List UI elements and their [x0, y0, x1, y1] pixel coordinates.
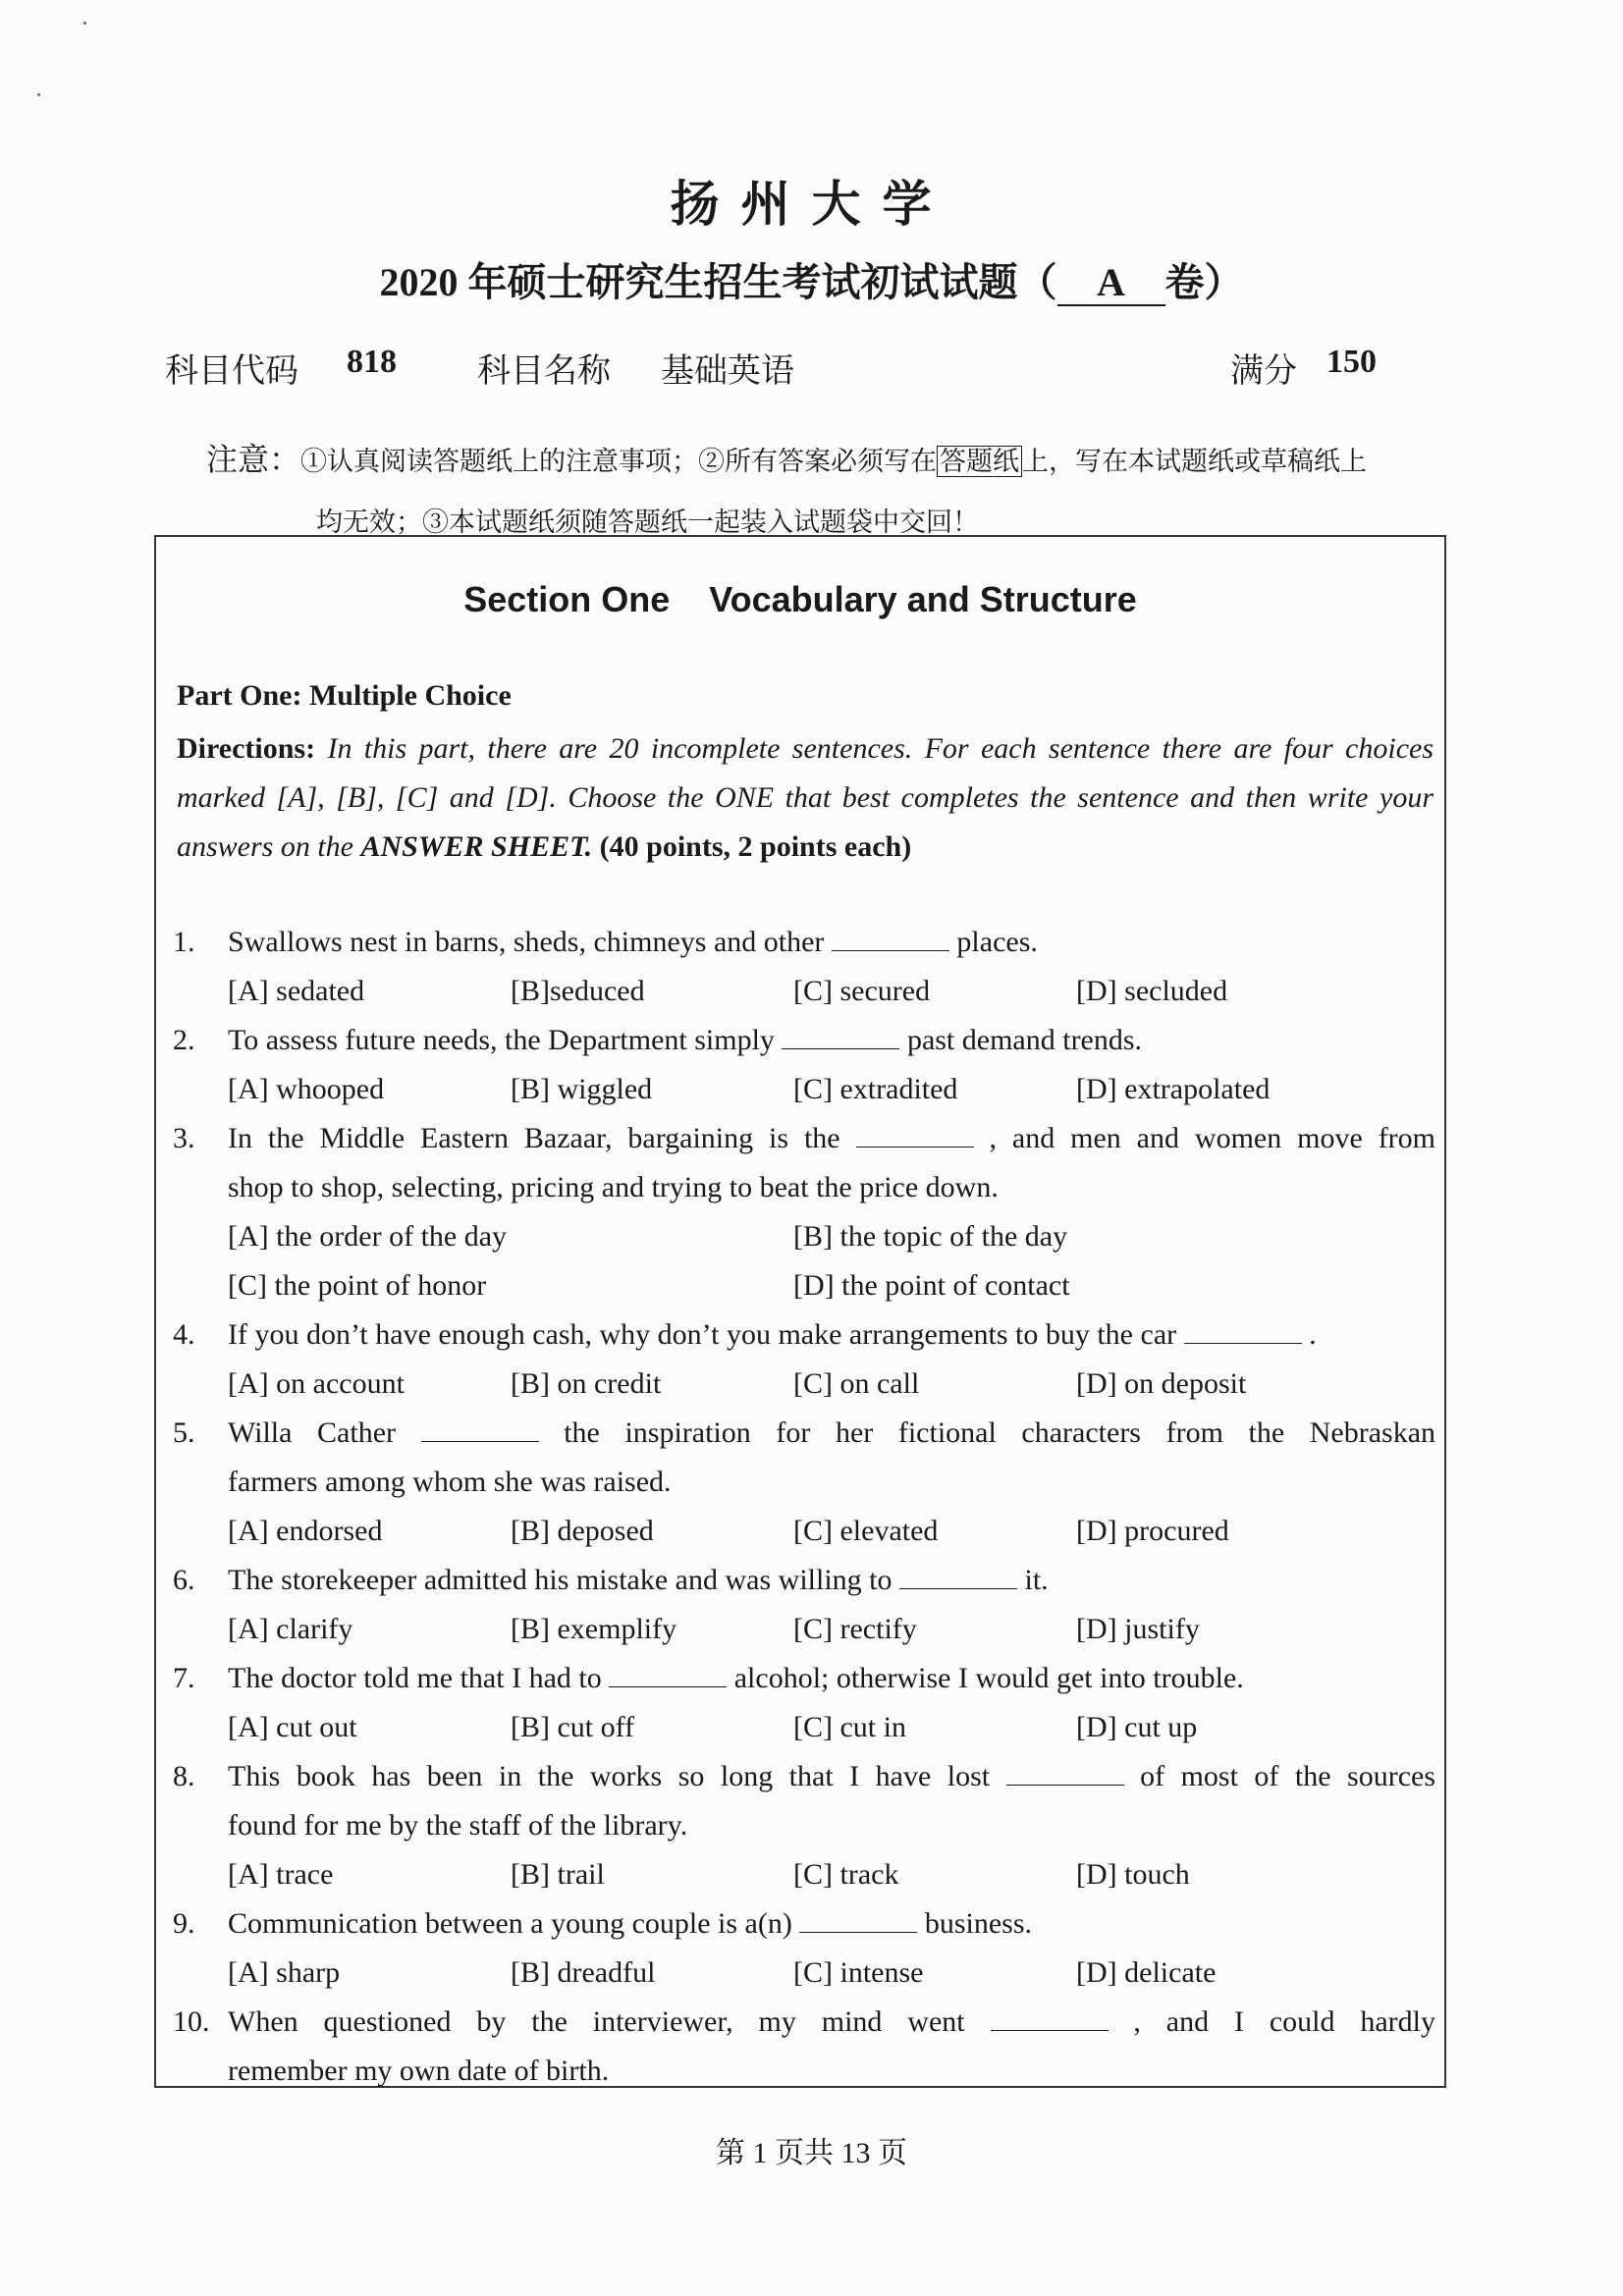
answer-option: [B] the topic of the day — [793, 1220, 1068, 1253]
notice-line-1: 注意：①认真阅读答题纸上的注意事项；②所有答案必须写在 答题纸 上，写在本试题纸或草稿纸上 — [206, 442, 1368, 477]
question-text-part: remember my own date of birth. — [228, 2055, 610, 2087]
question-number: 8. — [173, 1760, 195, 1792]
options-row — [173, 1360, 1435, 1409]
question-text-part: , and I could hardly — [1133, 2005, 1436, 2038]
question-line — [173, 918, 1435, 967]
question-number: 7. — [173, 1662, 195, 1694]
answer-option: [D] touch — [1076, 1858, 1190, 1891]
question-text-part: places. — [956, 926, 1038, 958]
answer-option: [C] the point of honor — [228, 1269, 487, 1302]
answer-option: [C] cut in — [793, 1711, 906, 1743]
question-number: 1. — [173, 926, 195, 958]
question-line — [173, 1310, 1435, 1360]
question-text-part: of most of the sources — [1140, 1760, 1436, 1792]
answer-blank — [421, 1412, 539, 1442]
question-number: 2. — [173, 1024, 195, 1056]
question-text-part: The storekeeper admitted his mistake and was willing to — [228, 1564, 893, 1596]
page-number: 第 1 页共 13 页 — [716, 2137, 907, 2169]
answer-option: [C] on call — [793, 1367, 920, 1400]
answer-blank — [832, 921, 949, 951]
question-text-part: The doctor told me that I had to — [228, 1662, 602, 1694]
question-number: 6. — [173, 1564, 195, 1596]
answer-option: [A] the order of the day — [228, 1220, 508, 1253]
question-text — [228, 1458, 1435, 1507]
options-row — [173, 1261, 1435, 1310]
answer-option: [C] track — [793, 1858, 899, 1891]
answer-option: [D] the point of contact — [793, 1269, 1070, 1302]
question-line — [173, 1899, 1435, 1949]
exam-title-suffix: 卷） — [1164, 260, 1244, 304]
question-text — [228, 2047, 1435, 2096]
question-text-part: Swallows nest in barns, sheds, chimneys and other — [228, 926, 825, 958]
directions — [177, 724, 1434, 872]
question-line — [173, 1163, 1435, 1212]
question-text-part: it. — [1024, 1564, 1049, 1596]
answer-option: [A] whooped — [228, 1073, 385, 1105]
answer-blank — [799, 1902, 917, 1933]
answer-option: [C] extradited — [793, 1073, 958, 1105]
answer-option: [C] intense — [793, 1956, 924, 1989]
answer-blank — [991, 2001, 1109, 2031]
question-text — [228, 1114, 1435, 1163]
question-text-part: To assess future needs, the Department simply — [228, 1024, 775, 1056]
question-text-part: past demand trends. — [906, 1024, 1143, 1056]
question-text-part: , and men and women move from — [989, 1122, 1436, 1154]
subject-name: 基础英语 — [661, 353, 794, 390]
answer-option: [D] justify — [1076, 1613, 1200, 1645]
answer-option: [D] extrapolated — [1076, 1073, 1271, 1105]
question-text-part: shop to shop, selecting, pricing and trying to beat the price down. — [228, 1171, 999, 1203]
answer-option: [B] dreadful — [511, 1956, 656, 1989]
answer-option: [B] cut off — [511, 1711, 635, 1743]
answer-option: [A] clarify — [228, 1613, 353, 1645]
answer-blank — [856, 1117, 974, 1148]
question-line — [173, 1409, 1435, 1458]
question-number: 5. — [173, 1416, 195, 1449]
directions-text: In this part, there are 20 incomplete sentences. For each sentence there are four choices marked [A], [B], [C] and [D]. Choose the ONE that best completes the sentence and then write your answers on the — [177, 732, 1434, 863]
full-score: 150 — [1326, 344, 1377, 380]
question-text-part: Willa Cather — [228, 1416, 396, 1449]
question-text-part: When questioned by the interviewer, my mind went — [228, 2005, 965, 2038]
options-row — [173, 1212, 1435, 1261]
question-text — [228, 1163, 1435, 1212]
question-text — [228, 1556, 1435, 1605]
options-row — [173, 967, 1435, 1016]
options-row — [173, 1507, 1435, 1556]
answer-option: [A] trace — [228, 1858, 334, 1891]
question-number: 10. — [173, 2005, 210, 2038]
options-row — [173, 1703, 1435, 1752]
question-line — [173, 1114, 1435, 1163]
answer-option: [B]seduced — [511, 975, 645, 1007]
question-line — [173, 1016, 1435, 1065]
full-score-label: 满分 — [1230, 353, 1297, 390]
options-row — [173, 1949, 1435, 1998]
notice-line-2: 均无效；③本试题纸须随答题纸一起装入试题袋中交回！ — [316, 507, 979, 537]
question-text — [228, 1310, 1435, 1360]
question-number: 3. — [173, 1122, 195, 1154]
question-text — [228, 1801, 1435, 1850]
question-line — [173, 1998, 1435, 2047]
answer-option: [B] deposed — [511, 1515, 654, 1547]
answer-option: [B] trail — [511, 1858, 605, 1891]
question-text-part: alcohol; otherwise I would get into trouble. — [733, 1662, 1244, 1694]
university-title: 扬州大学 — [670, 177, 953, 232]
section-title: Section One Vocabulary and Structure — [463, 579, 1137, 619]
points-note: (40 points, 2 points each) — [599, 830, 912, 863]
question-text-part: If you don’t have enough cash, why don’t you make arrangements to buy the car — [228, 1318, 1177, 1351]
options-row — [173, 1605, 1435, 1654]
answer-option: [B] wiggled — [511, 1073, 653, 1105]
question-text-part: Communication between a young couple is a(n) — [228, 1907, 792, 1940]
question-text — [228, 1016, 1435, 1065]
answer-option: [A] on account — [228, 1367, 405, 1400]
answer-option: [D] on deposit — [1076, 1367, 1247, 1400]
answer-option: [D] secluded — [1076, 975, 1228, 1007]
question-text-part: business. — [924, 1907, 1033, 1940]
answer-blank — [899, 1559, 1017, 1589]
question-text — [228, 918, 1435, 967]
question-number: 9. — [173, 1907, 195, 1940]
question-line — [173, 1458, 1435, 1507]
question-line — [173, 1801, 1435, 1850]
exam-title-prefix: 2020 年硕士研究生招生考试初试试题（ — [379, 260, 1057, 304]
question-line — [173, 1556, 1435, 1605]
answer-blank — [609, 1657, 727, 1687]
answer-sheet-box: 答题纸 — [937, 446, 1022, 477]
subject-code: 818 — [347, 344, 397, 380]
answer-option: [A] sharp — [228, 1956, 341, 1989]
answer-option: [B] on credit — [511, 1367, 662, 1400]
scan-speck — [37, 93, 40, 96]
question-text — [228, 1899, 1435, 1949]
options-row — [173, 1850, 1435, 1899]
question-text — [228, 1654, 1435, 1703]
directions-label: Directions: — [177, 732, 316, 765]
question-number: 4. — [173, 1318, 195, 1351]
question-text-part: farmers among whom she was raised. — [228, 1466, 672, 1498]
answer-option: [C] secured — [793, 975, 931, 1007]
question-text — [228, 1752, 1435, 1801]
answer-blank — [782, 1019, 899, 1049]
notice-label: 注意： — [206, 442, 301, 477]
scan-speck — [83, 22, 86, 25]
question-list — [173, 918, 1435, 2096]
question-line — [173, 1752, 1435, 1801]
answer-option: [A] cut out — [228, 1711, 357, 1743]
question-line — [173, 1654, 1435, 1703]
paper-version: A — [1057, 261, 1165, 306]
options-row — [173, 1065, 1435, 1114]
question-text-part: In the Middle Eastern Bazaar, bargaining is the — [228, 1122, 840, 1154]
answer-option: [C] elevated — [793, 1515, 939, 1547]
answer-option: [B] exemplify — [511, 1613, 677, 1645]
question-text-part: found for me by the staff of the library. — [228, 1809, 688, 1842]
question-text-part: . — [1309, 1318, 1317, 1351]
question-text-part: the inspiration for her fictional characters from the Nebraskan — [564, 1416, 1436, 1449]
question-text — [228, 1998, 1435, 2047]
answer-option: [C] rectify — [793, 1613, 917, 1645]
question-text — [228, 1409, 1435, 1458]
question-line — [173, 2047, 1435, 2096]
answer-blank — [1184, 1313, 1302, 1344]
answer-option: [D] delicate — [1076, 1956, 1217, 1989]
answer-blank — [1006, 1755, 1124, 1786]
answer-option: [D] cut up — [1076, 1711, 1198, 1743]
question-text-part: This book has been in the works so long that I have lost — [228, 1760, 991, 1792]
answer-sheet-emphasis: ANSWER SHEET. — [360, 830, 593, 863]
answer-option: [A] endorsed — [228, 1515, 383, 1547]
part-title: Part One: Multiple Choice — [177, 679, 512, 712]
exam-title — [0, 251, 1623, 307]
answer-option: [A] sedated — [228, 975, 365, 1007]
subject-code-label: 科目代码 — [165, 353, 298, 390]
answer-option: [D] procured — [1076, 1515, 1229, 1547]
subject-name-label: 科目名称 — [477, 353, 611, 390]
